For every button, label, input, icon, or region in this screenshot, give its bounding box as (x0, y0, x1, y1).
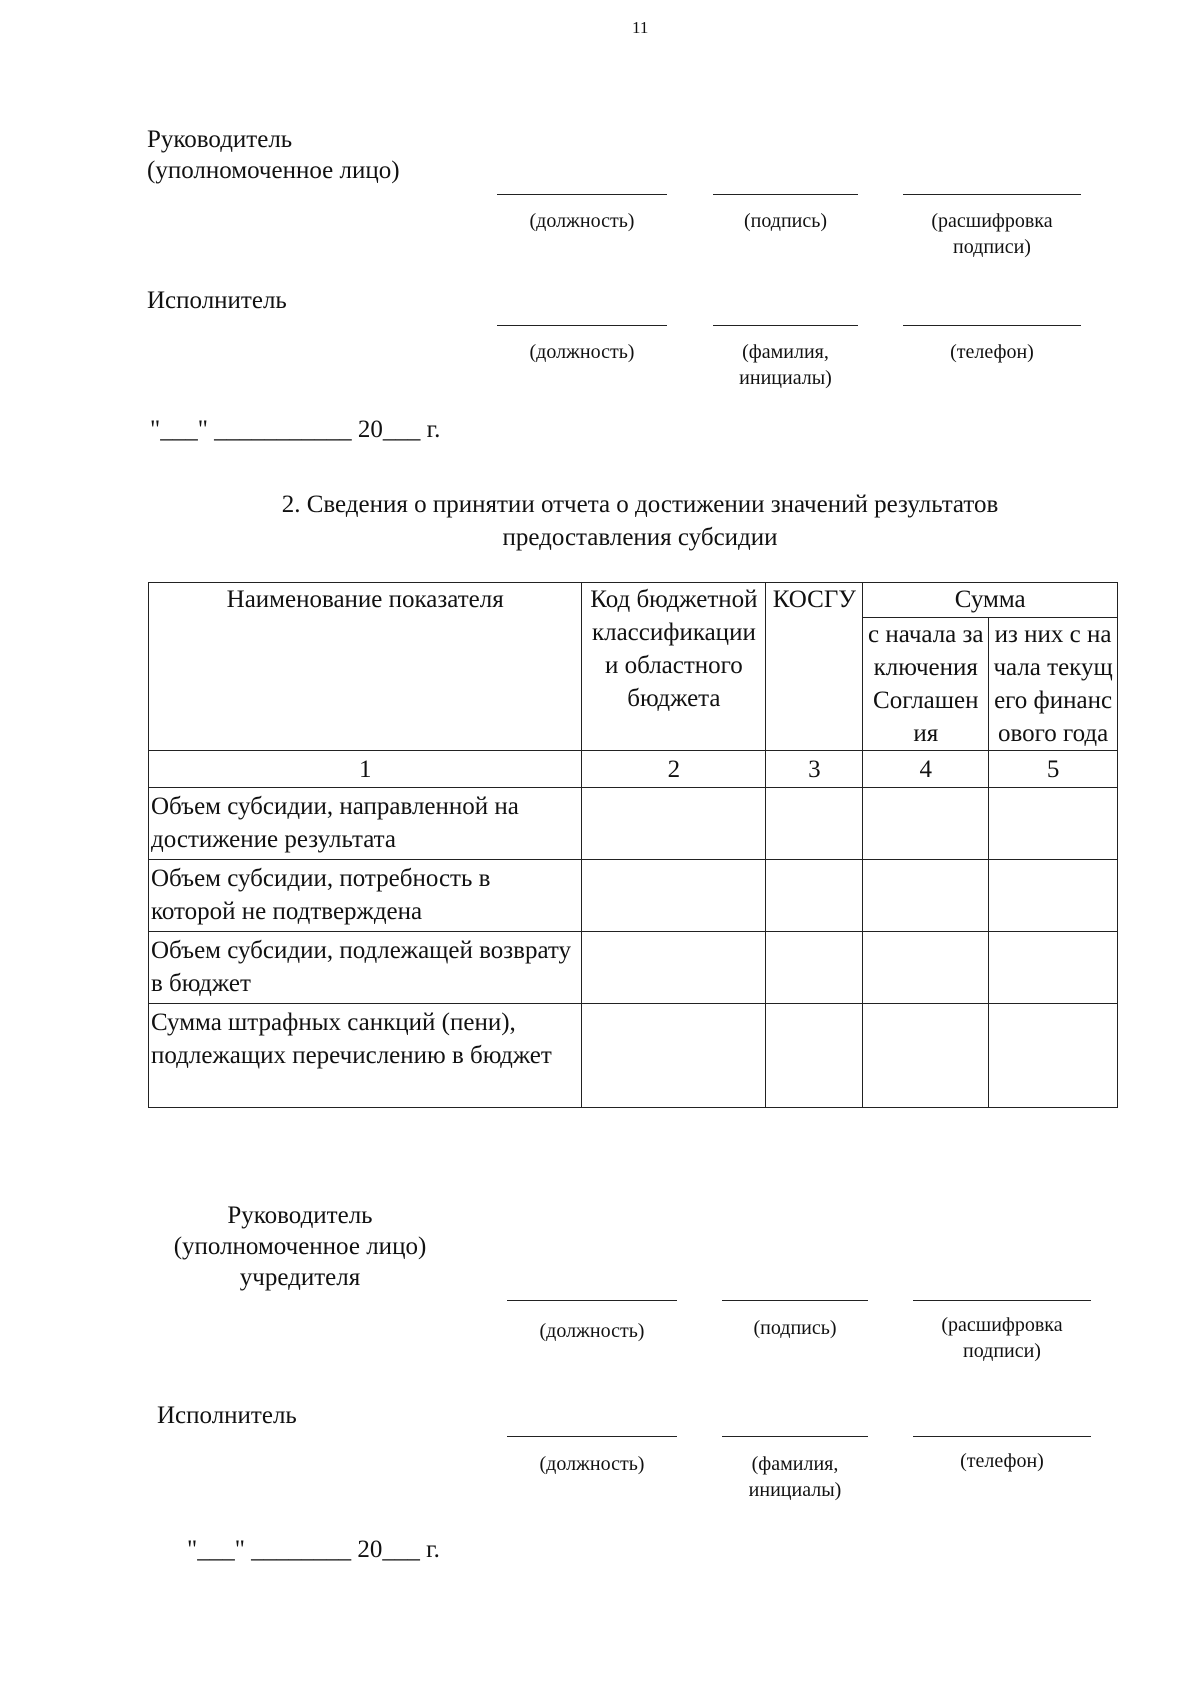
header-sum: Сумма (863, 583, 1118, 618)
cell-code[interactable] (582, 1004, 766, 1108)
founder-exec-caption-phone: (телефон) (960, 1450, 1044, 1472)
cell-sum-current-year[interactable] (989, 932, 1118, 1004)
founder-executor-label: Исполнитель (157, 1402, 297, 1429)
founder-caption-decoding-line1: (расшифровка (941, 1314, 1063, 1336)
cell-code[interactable] (582, 860, 766, 932)
exec-caption-name-line2: инициалы) (739, 367, 832, 389)
founder-head-label-line2: (уполномоченное лицо) (173, 1233, 427, 1260)
founder-caption-signature: (подпись) (753, 1317, 837, 1339)
cell-kosgu[interactable] (766, 788, 863, 860)
header-sum-current-year: из них с начала текущего финансового года (989, 618, 1118, 751)
cell-kosgu[interactable] (766, 1004, 863, 1108)
cell-sum-from-start[interactable] (863, 1004, 989, 1108)
table-row (149, 932, 1118, 1004)
founder-exec-caption-name-line1: (фамилия, (751, 1453, 839, 1475)
cell-sum-from-start[interactable] (863, 932, 989, 1004)
table-row (149, 860, 1118, 932)
founder-signature-line[interactable] (722, 1300, 868, 1301)
exec-caption-name (713, 339, 858, 391)
cell-sum-current-year[interactable] (989, 1004, 1118, 1108)
founder-decoding-line[interactable] (913, 1300, 1091, 1301)
founder-exec-name-line[interactable] (722, 1436, 868, 1437)
section-title-line2: предоставления субсидии (502, 524, 778, 551)
header-code: Код бюджетной классификации и областного бюджета (582, 583, 766, 751)
row-label: Объем субсидии, потребность в которой не подтверждена (149, 860, 582, 932)
founder-head-label (150, 1200, 450, 1293)
column-number: 4 (863, 751, 989, 788)
section-title (140, 488, 1140, 554)
section-title-line1: 2. Сведения о принятии отчета о достижении значений результатов (281, 491, 999, 518)
head-label-line1: Руководитель (147, 126, 293, 153)
table-row (149, 1004, 1118, 1108)
header-name: Наименование показателя (149, 583, 582, 751)
cell-sum-from-start[interactable] (863, 860, 989, 932)
founder-head-label-line1: Руководитель (227, 1202, 373, 1229)
head-position-line[interactable] (497, 194, 667, 195)
cell-code[interactable] (582, 788, 766, 860)
founder-exec-caption-position: (должность) (539, 1453, 645, 1475)
cell-sum-from-start[interactable] (863, 788, 989, 860)
head-caption-decoding (903, 208, 1081, 260)
head-caption-position: (должность) (529, 210, 635, 232)
founder-caption-position: (должность) (539, 1320, 645, 1342)
row-label: Сумма штрафных санкций (пени), подлежащих перечислению в бюджет (149, 1004, 582, 1108)
founder-caption-decoding (913, 1312, 1091, 1364)
column-number: 3 (766, 751, 863, 788)
column-number: 2 (582, 751, 766, 788)
table-row (149, 788, 1118, 860)
founder-caption-decoding-line2: подписи) (963, 1340, 1041, 1362)
exec-position-line[interactable] (497, 325, 667, 326)
exec-caption-position: (должность) (529, 341, 635, 363)
cell-code[interactable] (582, 932, 766, 1004)
cell-sum-current-year[interactable] (989, 788, 1118, 860)
exec-caption-name-line1: (фамилия, (742, 341, 829, 363)
head-caption-decoding-line1: (расшифровка (931, 210, 1053, 232)
founder-head-label-line3: учредителя (239, 1264, 361, 1291)
head-signature-line[interactable] (713, 194, 858, 195)
founder-exec-caption-name (722, 1451, 868, 1503)
row-label: Объем субсидии, подлежащей возврату в бюджет (149, 932, 582, 1004)
cell-kosgu[interactable] (766, 860, 863, 932)
executor-label: Исполнитель (147, 287, 287, 314)
founder-exec-caption-name-line2: инициалы) (748, 1479, 842, 1501)
founder-exec-phone-line[interactable] (913, 1436, 1091, 1437)
head-caption-decoding-line2: подписи) (953, 236, 1031, 258)
header-sum-from-start: с начала заключения Соглашения (863, 618, 989, 751)
cell-kosgu[interactable] (766, 932, 863, 1004)
founder-date-line[interactable]: "___" ________ 20___ г. (187, 1536, 440, 1563)
column-number: 1 (149, 751, 582, 788)
column-number: 5 (989, 751, 1118, 788)
page-number: 11 (632, 18, 649, 37)
cell-sum-current-year[interactable] (989, 860, 1118, 932)
row-label: Объем субсидии, направленной на достижение результата (149, 788, 582, 860)
exec-phone-line[interactable] (903, 325, 1081, 326)
exec-caption-phone: (телефон) (950, 341, 1034, 363)
date-line[interactable]: "___" ___________ 20___ г. (150, 416, 441, 443)
exec-name-line[interactable] (713, 325, 858, 326)
founder-position-line[interactable] (507, 1300, 677, 1301)
head-label (147, 124, 400, 186)
head-caption-signature: (подпись) (743, 210, 828, 232)
header-kosgu: КОСГУ (766, 583, 863, 751)
head-decoding-line[interactable] (903, 194, 1081, 195)
report-table (148, 582, 1118, 1108)
founder-exec-position-line[interactable] (507, 1436, 677, 1437)
head-label-line2: (уполномоченное лицо) (147, 157, 400, 184)
